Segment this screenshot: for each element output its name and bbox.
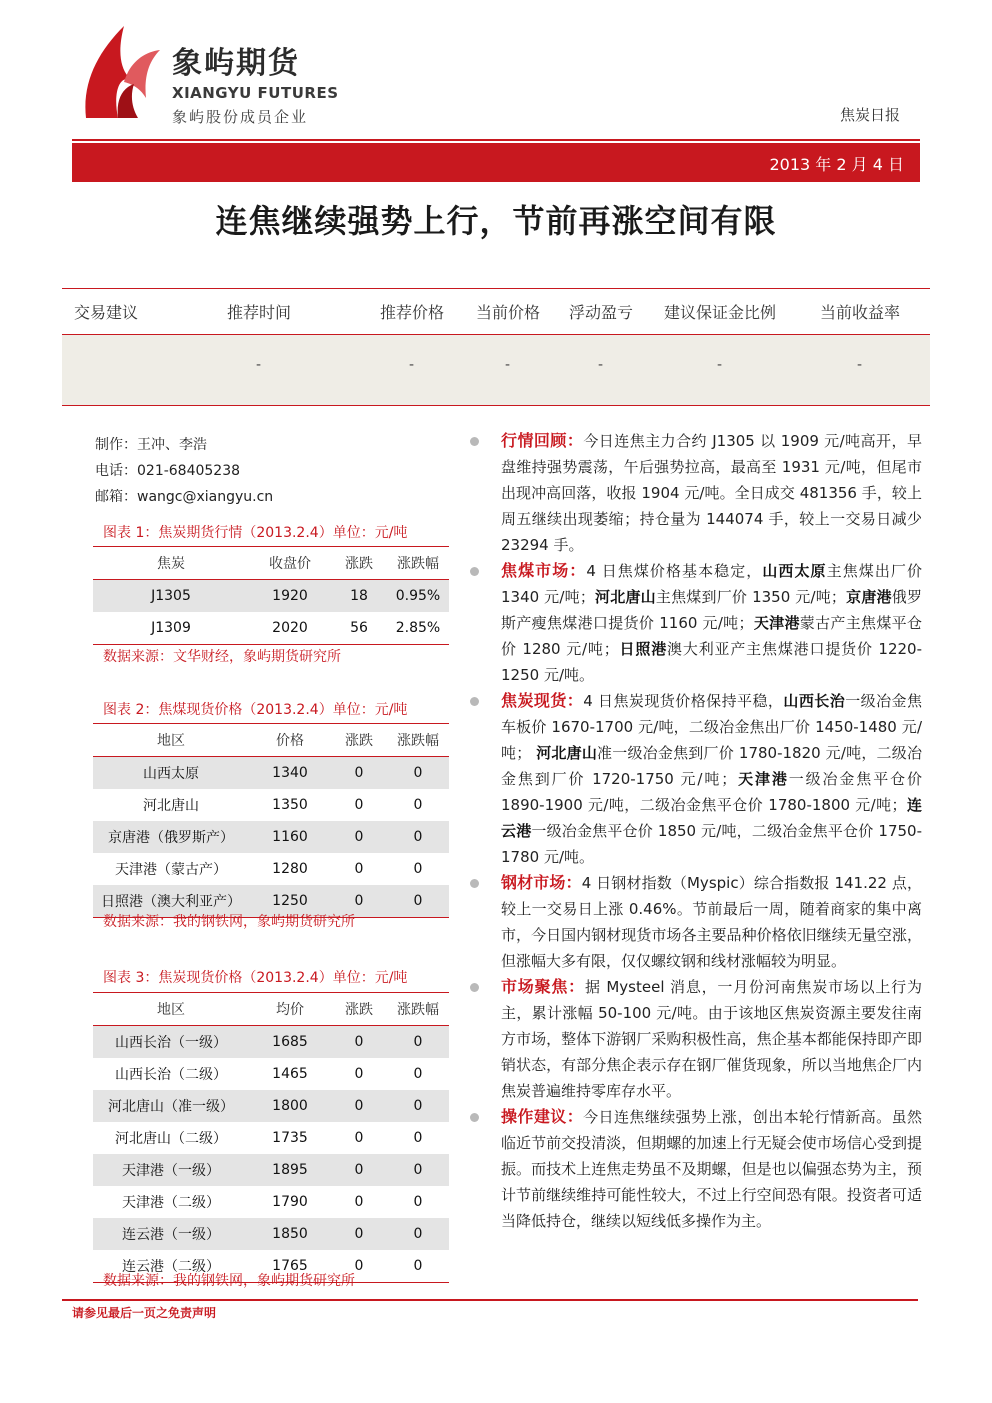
bullet-market-review xyxy=(470,428,922,558)
table-row xyxy=(93,1026,449,1059)
cell: 0 xyxy=(387,1250,449,1283)
table-row xyxy=(93,1122,449,1154)
cell: 0 xyxy=(354,1066,364,1082)
trade-value-margin: - xyxy=(717,357,723,373)
bullet-text: 俄罗斯产瘦焦煤港口提货价 1160 元/吨； xyxy=(501,588,922,632)
bullet-dot-icon xyxy=(470,1113,479,1122)
trade-value-cur-price: - xyxy=(505,357,511,373)
bullet-text: 4 日焦炭现货价格保持平稳， xyxy=(583,692,784,710)
author: 制作：王冲、李浩 xyxy=(95,437,207,453)
table3-header-1: 地区 xyxy=(93,993,249,1026)
cell: 1895 xyxy=(249,1154,331,1186)
trade-value-pnl: - xyxy=(598,357,604,373)
report-date: 2013 年 2 月 4 日 xyxy=(769,155,904,174)
region-name: 连云港 xyxy=(501,796,922,840)
cell: 河北唐山 xyxy=(143,798,199,814)
cell: 京唐港（俄罗斯产） xyxy=(93,821,249,853)
cell: 河北唐山（二级） xyxy=(115,1131,227,1147)
table-row xyxy=(93,789,449,821)
bullet-market-focus xyxy=(470,974,922,1104)
cell: 连云港（一级） xyxy=(93,1218,249,1250)
cell: 56 xyxy=(331,612,387,645)
cell: 0 xyxy=(331,1218,387,1250)
cell: 山西太原 xyxy=(93,757,249,790)
cell: 河北唐山（准一级） xyxy=(93,1090,249,1122)
bullet-keyword: 市场聚焦： xyxy=(501,977,585,996)
region-name: 天津港 xyxy=(753,614,800,632)
region-name: 河北唐山 xyxy=(536,744,598,762)
region-name: 日照港 xyxy=(618,640,668,658)
cell: 0 xyxy=(354,861,364,877)
trade-bottom-rule xyxy=(62,405,930,406)
table-row xyxy=(93,1218,449,1250)
cell: 0 xyxy=(413,1066,423,1082)
cell: 0 xyxy=(413,861,423,877)
cell: 0 xyxy=(331,1026,387,1059)
cell: 天津港（蒙古产） xyxy=(115,862,227,878)
bullet-text: 据 Mysteel 消息，一月份河南焦炭市场以上行为主，累计涨幅 50-100 元/吨。由于该地区焦炭资源主要发往南方市场，整体下游钢厂采购积极性高，焦企基本都能保持即产即销状态，有部分焦企表示存在钢厂催货现象，所以当地焦企厂内焦炭普遍维持零库存水平。 xyxy=(501,978,922,1100)
table3-header-4: 涨跌幅 xyxy=(387,993,449,1026)
cell: 0.95% xyxy=(387,580,449,613)
cell: 0 xyxy=(331,1154,387,1186)
bullet-text: 蒙古产主焦煤平仓价 1280 元/吨； xyxy=(501,614,922,658)
table1-header-1: 焦炭 xyxy=(93,547,249,580)
bullet-dot-icon xyxy=(470,697,479,706)
table3-title: 图表 3：焦炭现货价格（2013.2.4）单位：元/吨 xyxy=(103,970,408,986)
table-row xyxy=(93,1186,449,1218)
cell: 1735 xyxy=(272,1130,308,1146)
coke-futures-table xyxy=(93,546,449,645)
table1-header-3: 涨跌 xyxy=(331,547,387,580)
trade-top-rule xyxy=(62,288,930,289)
cell: 0 xyxy=(354,1130,364,1146)
cell: 1765 xyxy=(249,1250,331,1283)
bullet-dot-icon xyxy=(470,983,479,992)
table-row xyxy=(93,757,449,790)
table-row xyxy=(93,1058,449,1090)
bullet-keyword: 行情回顾： xyxy=(501,431,584,450)
cell: 0 xyxy=(387,1218,449,1250)
cell: J1309 xyxy=(93,612,249,645)
cell: 0 xyxy=(387,1154,449,1186)
cell: 0 xyxy=(331,885,387,918)
xiangyu-flame-logo-icon xyxy=(78,22,168,122)
date-bar xyxy=(72,143,920,182)
cell: 0 xyxy=(331,1250,387,1283)
table3-header-2: 均价 xyxy=(249,993,331,1026)
bullet-keyword: 操作建议： xyxy=(501,1107,584,1126)
header-divider xyxy=(72,139,920,141)
bullet-text: 今日连焦继续强势上涨，创出本轮行情新高。虽然临近节前交投清淡，但期螺的加速上行无疑会使市场信心受到提振。而技术上连焦走势虽不及期螺，但是也以偏强态势为主，预计节前继续维持可能性较大，不过上行空间恐有限。投资者可适当降低持仓，继续以短线低多操作为主。 xyxy=(501,1108,922,1230)
trade-value-rec-price: - xyxy=(409,357,415,373)
cell: 连云港（二级） xyxy=(93,1250,249,1283)
bullet-text: 一级冶金焦车板价 1670-1700 元/吨，二级冶金焦出厂价 1450-1480 元/吨； xyxy=(501,692,922,762)
table1-title: 图表 1：焦炭期货行情（2013.2.4）单位：元/吨 xyxy=(103,525,408,541)
table2-header-1: 地区 xyxy=(93,724,249,757)
cell: 2020 xyxy=(249,612,331,645)
bullet-steel-market xyxy=(470,870,922,974)
cell: 1850 xyxy=(249,1218,331,1250)
table2-header-3: 涨跌 xyxy=(331,724,387,757)
bullet-dot-icon xyxy=(470,879,479,888)
cell: 1350 xyxy=(272,797,308,813)
cell: 0 xyxy=(354,1194,364,1210)
cell: 山西长治（二级） xyxy=(115,1067,227,1083)
cell: 1280 xyxy=(272,861,308,877)
bullet-coke-spot xyxy=(470,688,922,870)
bullet-text: 主焦煤出厂价 1340 元/吨； xyxy=(501,562,922,606)
cell: 山西长治（一级） xyxy=(93,1026,249,1059)
bullet-text: 一级冶金焦平仓价 1850 元/吨，二级冶金焦平仓价 1750-1780 元/吨。 xyxy=(501,822,922,866)
cell: 0 xyxy=(331,757,387,790)
cell: 0 xyxy=(413,797,423,813)
cell: 0 xyxy=(413,1130,423,1146)
cell: 0 xyxy=(387,885,449,918)
report-type: 焦炭日报 xyxy=(839,106,900,124)
brand-subtitle: 象屿股份成员企业 xyxy=(172,108,309,126)
cell: 0 xyxy=(331,1090,387,1122)
bullet-text: 4 日焦煤价格基本稳定， xyxy=(586,562,763,580)
table2-source: 数据来源：我的钢铁网，象屿期货研究所 xyxy=(103,914,355,930)
trade-header-cur-price: 当前价格 xyxy=(476,303,541,322)
bullet-text: 一级冶金焦平仓价 1890-1900 元/吨，二级冶金焦平仓价 1780-1800 元/吨； xyxy=(501,770,922,814)
bullet-text: 今日连焦主力合约 J1305 以 1909 元/吨高开，早盘维持强势震荡，午后强势拉高，最高至 1931 元/吨，但尾市出现冲高回落，收报 1904 元/吨。全日成交 481356 手，较上周五继续出现萎缩；持仓量为 144074 手，较上一交易日减少 23294 手。 xyxy=(501,432,922,554)
bullet-text: 准一级冶金焦到厂价 1780-1820 元/吨，二级冶金焦到厂价 1720-1750 元/吨； xyxy=(501,744,922,788)
table2-header-4: 涨跌幅 xyxy=(387,724,449,757)
cell: 天津港（二级） xyxy=(122,1195,220,1211)
cell: 1685 xyxy=(249,1026,331,1059)
cell: 2.85% xyxy=(387,612,449,645)
bullet-dot-icon xyxy=(470,567,479,576)
cell: 0 xyxy=(413,1194,423,1210)
cell: 18 xyxy=(331,580,387,613)
cell: 0 xyxy=(387,757,449,790)
trade-header-rec-price: 推荐价格 xyxy=(380,303,445,322)
coke-spot-table xyxy=(93,992,449,1283)
cell: 日照港（澳大利亚产） xyxy=(93,885,249,918)
bullet-trading-advice xyxy=(470,1104,922,1234)
region-name: 京唐港 xyxy=(845,588,892,606)
table1-header-4: 涨跌幅 xyxy=(387,547,449,580)
brand-name-en: XIANGYU FUTURES xyxy=(172,84,339,102)
bullet-text: 主焦煤到厂价 1350 元/吨； xyxy=(655,588,846,606)
table2-title: 图表 2：焦煤现货价格（2013.2.4）单位：元/吨 xyxy=(103,702,408,718)
table-row xyxy=(93,612,449,645)
bullet-text: 澳大利亚产主焦煤港口提货价 1220-1250 元/吨。 xyxy=(501,640,922,684)
table3-source: 数据来源：我的钢铁网，象屿期货研究所 xyxy=(103,1273,355,1289)
region-name: 河北唐山 xyxy=(594,588,656,606)
table1-header-2: 收盘价 xyxy=(249,547,331,580)
cell: 1160 xyxy=(249,821,331,853)
phone: 电话：021-68405238 xyxy=(95,463,241,479)
coking-coal-spot-table xyxy=(93,723,449,918)
cell: 0 xyxy=(387,821,449,853)
bullet-keyword: 钢材市场： xyxy=(501,873,582,892)
cell: 1465 xyxy=(272,1066,308,1082)
bullet-dot-icon xyxy=(470,437,479,446)
trade-value-return: - xyxy=(857,357,863,373)
table-row xyxy=(93,580,449,613)
table2-header-2: 价格 xyxy=(249,724,331,757)
bullet-keyword: 焦煤市场： xyxy=(501,561,587,580)
table-row xyxy=(93,1090,449,1122)
cell: 天津港（一级） xyxy=(93,1154,249,1186)
disclaimer-note: 请参见最后一页之免责声明 xyxy=(72,1306,217,1320)
trade-header-advice: 交易建议 xyxy=(74,303,139,322)
trade-header-return: 当前收益率 xyxy=(820,303,901,322)
table1-source: 数据来源：文华财经，象屿期货研究所 xyxy=(103,649,341,665)
cell: J1305 xyxy=(93,580,249,613)
table3-header-3: 涨跌 xyxy=(331,993,387,1026)
market-commentary xyxy=(470,428,922,1234)
region-name: 山西太原 xyxy=(762,562,827,580)
cell: 0 xyxy=(354,797,364,813)
region-name: 山西长治 xyxy=(783,692,846,710)
trade-header-pnl: 浮动盈亏 xyxy=(569,303,634,322)
trade-values-row xyxy=(62,335,930,405)
page-title: 连焦继续强势上行，节前再涨空间有限 xyxy=(215,202,777,240)
bullet-coking-coal-market xyxy=(470,558,922,688)
cell: 1250 xyxy=(249,885,331,918)
cell: 0 xyxy=(387,1090,449,1122)
table-row xyxy=(93,1154,449,1186)
cell: 0 xyxy=(331,821,387,853)
cell: 1340 xyxy=(249,757,331,790)
cell: 0 xyxy=(387,1026,449,1059)
bullet-text: 4 日钢材指数（Myspic）综合指数报 141.22 点，较上一交易日上涨 0.46%。节前最后一周，随着商家的集中离市，今日国内钢材现货市场各主要品种价格依旧继续无量空涨，但涨幅大多有限，仅仅螺纹钢和线材涨幅较为明显。 xyxy=(501,874,922,970)
footer-divider xyxy=(62,1299,918,1301)
email: 邮箱：wangc@xiangyu.cn xyxy=(95,489,274,505)
cell: 1790 xyxy=(272,1194,308,1210)
region-name: 天津港 xyxy=(736,770,789,788)
cell: 1920 xyxy=(249,580,331,613)
trade-header-time: 推荐时间 xyxy=(227,303,292,322)
table-row xyxy=(93,821,449,853)
bullet-keyword: 焦炭现货： xyxy=(501,691,584,710)
brand-name-cn: 象屿期货 xyxy=(172,46,300,81)
trade-value-time: - xyxy=(256,357,262,373)
trade-header-margin: 建议保证金比例 xyxy=(664,303,777,322)
table-row xyxy=(93,853,449,885)
cell: 1800 xyxy=(249,1090,331,1122)
